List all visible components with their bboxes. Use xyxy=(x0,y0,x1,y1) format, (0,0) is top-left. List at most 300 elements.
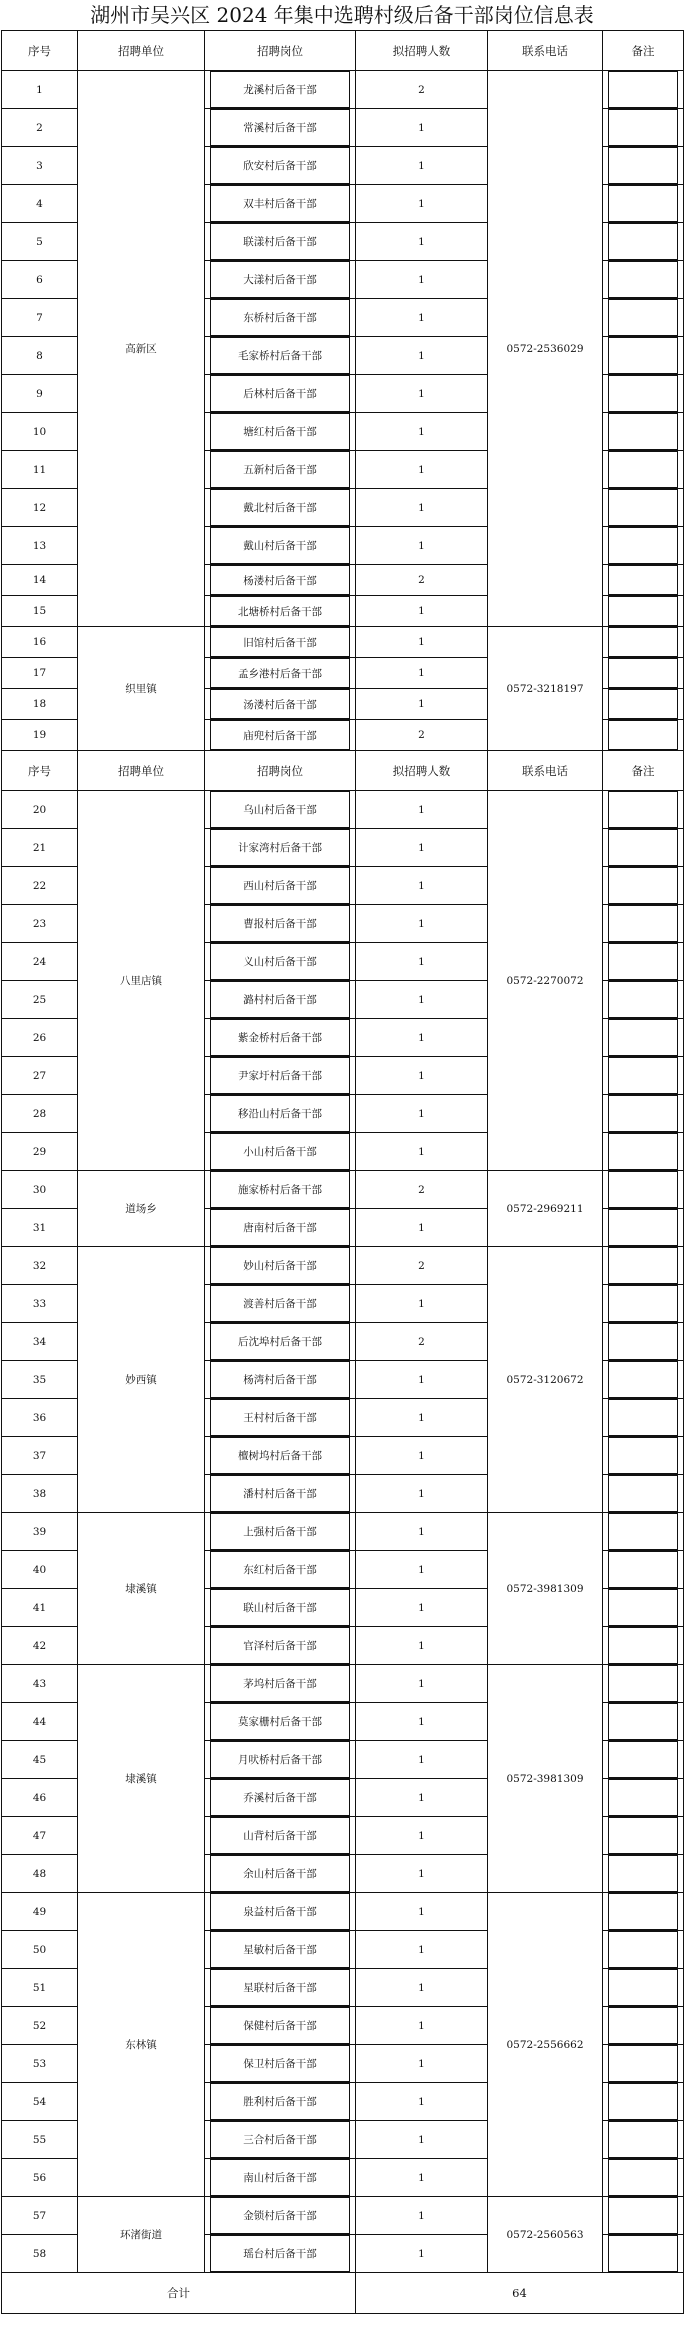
remark-cell xyxy=(603,1513,684,1551)
remark-box xyxy=(608,658,678,688)
count-cell: 1 xyxy=(356,1855,488,1893)
post-cell xyxy=(205,1057,356,1095)
remark-box xyxy=(608,1323,678,1360)
count-cell: 1 xyxy=(356,1437,488,1475)
post-cell xyxy=(205,71,356,109)
total-row xyxy=(2,2273,684,2314)
post-cell xyxy=(205,337,356,375)
post-cell xyxy=(205,1665,356,1703)
post-cell xyxy=(205,2159,356,2197)
positions-table xyxy=(1,30,684,2314)
count-cell: 1 xyxy=(356,261,488,299)
remark-box xyxy=(608,1741,678,1778)
row-no: 44 xyxy=(2,1703,78,1741)
remark-cell xyxy=(603,1437,684,1475)
remark-box xyxy=(608,2197,678,2234)
count-cell: 1 xyxy=(356,1893,488,1931)
row-no: 34 xyxy=(2,1323,78,1361)
remark-box xyxy=(608,1133,678,1170)
header-no: 序号 xyxy=(2,31,78,71)
remark-box xyxy=(608,1513,678,1550)
count-cell: 1 xyxy=(356,1475,488,1513)
remark-box xyxy=(608,1171,678,1208)
remark-cell xyxy=(603,1399,684,1437)
row-no: 15 xyxy=(2,596,78,627)
post-cell xyxy=(205,1589,356,1627)
row-no: 52 xyxy=(2,2007,78,2045)
count-cell: 1 xyxy=(356,1513,488,1551)
post-cell xyxy=(205,2235,356,2273)
row-no: 29 xyxy=(2,1133,78,1171)
post-cell xyxy=(205,1399,356,1437)
count-cell: 1 xyxy=(356,1817,488,1855)
count-cell: 2 xyxy=(356,71,488,109)
remark-cell xyxy=(603,943,684,981)
count-cell: 1 xyxy=(356,2007,488,2045)
post-cell xyxy=(205,1475,356,1513)
remark-box xyxy=(608,791,678,828)
post-cell xyxy=(205,1285,356,1323)
row-no: 17 xyxy=(2,658,78,689)
remark-cell xyxy=(603,829,684,867)
row-no: 33 xyxy=(2,1285,78,1323)
count-cell: 1 xyxy=(356,1057,488,1095)
header-no: 序号 xyxy=(2,751,78,791)
remark-cell xyxy=(603,1703,684,1741)
remark-cell xyxy=(603,299,684,337)
row-no: 46 xyxy=(2,1779,78,1817)
count-cell: 1 xyxy=(356,1703,488,1741)
row-no: 39 xyxy=(2,1513,78,1551)
post-label: 尹家圩村后备干部 xyxy=(210,1057,350,1094)
count-cell: 1 xyxy=(356,1133,488,1171)
remark-box xyxy=(608,1969,678,2006)
remark-cell xyxy=(603,1057,684,1095)
remark-cell xyxy=(603,489,684,527)
remark-box xyxy=(608,627,678,657)
header-unit: 招聘单位 xyxy=(78,751,205,791)
row-no: 38 xyxy=(2,1475,78,1513)
remark-box xyxy=(608,689,678,719)
header-phone: 联系电话 xyxy=(488,31,603,71)
post-cell xyxy=(205,565,356,596)
remark-cell xyxy=(603,261,684,299)
post-cell xyxy=(205,1513,356,1551)
remark-box xyxy=(608,1399,678,1436)
post-label: 金锁村后备干部 xyxy=(210,2197,350,2234)
remark-cell xyxy=(603,185,684,223)
row-no: 45 xyxy=(2,1741,78,1779)
post-label: 义山村后备干部 xyxy=(210,943,350,980)
row-no: 26 xyxy=(2,1019,78,1057)
post-cell xyxy=(205,1741,356,1779)
header-remark: 备注 xyxy=(603,31,684,71)
header-count: 拟招聘人数 xyxy=(356,31,488,71)
post-label: 大漾村后备干部 xyxy=(210,261,350,298)
remark-cell xyxy=(603,1627,684,1665)
post-cell xyxy=(205,1019,356,1057)
remark-cell xyxy=(603,1323,684,1361)
post-cell xyxy=(205,981,356,1019)
remark-box xyxy=(608,2121,678,2158)
count-cell: 1 xyxy=(356,489,488,527)
remark-box xyxy=(608,2235,678,2272)
post-label: 渡善村后备干部 xyxy=(210,1285,350,1322)
remark-cell xyxy=(603,223,684,261)
remark-box xyxy=(608,720,678,750)
post-label: 潘村村后备干部 xyxy=(210,1475,350,1512)
remark-box xyxy=(608,1665,678,1702)
post-label: 三合村后备干部 xyxy=(210,2121,350,2158)
post-cell xyxy=(205,147,356,185)
post-label: 妙山村后备干部 xyxy=(210,1247,350,1284)
post-cell xyxy=(205,1437,356,1475)
phone-cell: 0572-3120672 xyxy=(488,1247,603,1513)
remark-cell xyxy=(603,1019,684,1057)
post-cell xyxy=(205,596,356,627)
remark-cell xyxy=(603,791,684,829)
unit-cell: 东林镇 xyxy=(78,1893,205,2197)
count-cell: 1 xyxy=(356,658,488,689)
row-no: 23 xyxy=(2,905,78,943)
remark-box xyxy=(608,223,678,260)
remark-cell xyxy=(603,1741,684,1779)
row-no: 14 xyxy=(2,565,78,596)
row-no: 37 xyxy=(2,1437,78,1475)
post-label: 旧馆村后备干部 xyxy=(210,627,350,657)
post-cell xyxy=(205,1931,356,1969)
table-row xyxy=(2,71,684,109)
post-cell xyxy=(205,627,356,658)
row-no: 49 xyxy=(2,1893,78,1931)
count-cell: 1 xyxy=(356,1209,488,1247)
remark-cell xyxy=(603,1475,684,1513)
post-label: 星敏村后备干部 xyxy=(210,1931,350,1968)
remark-box xyxy=(608,1931,678,1968)
count-cell: 1 xyxy=(356,2159,488,2197)
row-no: 27 xyxy=(2,1057,78,1095)
table-row xyxy=(2,1893,684,1931)
remark-box xyxy=(608,2159,678,2196)
post-label: 上强村后备干部 xyxy=(210,1513,350,1550)
remark-box xyxy=(608,1551,678,1588)
post-cell xyxy=(205,1209,356,1247)
count-cell: 1 xyxy=(356,2083,488,2121)
post-label: 移沿山村后备干部 xyxy=(210,1095,350,1132)
row-no: 16 xyxy=(2,627,78,658)
count-cell: 1 xyxy=(356,1285,488,1323)
count-cell: 1 xyxy=(356,1361,488,1399)
post-cell xyxy=(205,1133,356,1171)
count-cell: 1 xyxy=(356,1589,488,1627)
count-cell: 1 xyxy=(356,1019,488,1057)
post-cell xyxy=(205,943,356,981)
post-label: 杨溇村后备干部 xyxy=(210,565,350,595)
post-cell xyxy=(205,791,356,829)
post-cell xyxy=(205,451,356,489)
row-no: 47 xyxy=(2,1817,78,1855)
remark-box xyxy=(608,337,678,374)
remark-cell xyxy=(603,1247,684,1285)
remark-cell xyxy=(603,451,684,489)
post-cell xyxy=(205,658,356,689)
post-label: 计家湾村后备干部 xyxy=(210,829,350,866)
phone-cell: 0572-2556662 xyxy=(488,1893,603,2197)
count-cell: 1 xyxy=(356,223,488,261)
post-cell xyxy=(205,1323,356,1361)
remark-box xyxy=(608,943,678,980)
row-no: 51 xyxy=(2,1969,78,2007)
post-label: 小山村后备干部 xyxy=(210,1133,350,1170)
row-no: 54 xyxy=(2,2083,78,2121)
post-label: 联山村后备干部 xyxy=(210,1589,350,1626)
count-cell: 1 xyxy=(356,1665,488,1703)
remark-cell xyxy=(603,2083,684,2121)
repeat-header-row xyxy=(2,751,684,791)
remark-cell xyxy=(603,2121,684,2159)
post-label: 保健村后备干部 xyxy=(210,2007,350,2044)
post-cell xyxy=(205,1893,356,1931)
post-cell xyxy=(205,720,356,751)
count-cell: 2 xyxy=(356,565,488,596)
row-no: 2 xyxy=(2,109,78,147)
post-label: 潞村村后备干部 xyxy=(210,981,350,1018)
table-row xyxy=(2,2197,684,2235)
post-cell xyxy=(205,1551,356,1589)
remark-box xyxy=(608,1893,678,1930)
remark-box xyxy=(608,109,678,146)
count-cell: 1 xyxy=(356,375,488,413)
row-no: 53 xyxy=(2,2045,78,2083)
remark-cell xyxy=(603,658,684,689)
row-no: 30 xyxy=(2,1171,78,1209)
post-cell xyxy=(205,1171,356,1209)
post-cell xyxy=(205,1627,356,1665)
remark-cell xyxy=(603,1209,684,1247)
header-remark: 备注 xyxy=(603,751,684,791)
remark-box xyxy=(608,829,678,866)
row-no: 40 xyxy=(2,1551,78,1589)
count-cell: 1 xyxy=(356,1931,488,1969)
post-cell xyxy=(205,527,356,565)
remark-cell xyxy=(603,2159,684,2197)
count-cell: 1 xyxy=(356,1551,488,1589)
remark-cell xyxy=(603,109,684,147)
post-label: 唐南村后备干部 xyxy=(210,1209,350,1246)
count-cell: 1 xyxy=(356,1095,488,1133)
phone-cell: 0572-2270072 xyxy=(488,791,603,1171)
remark-box xyxy=(608,1285,678,1322)
remark-cell xyxy=(603,720,684,751)
post-cell xyxy=(205,2197,356,2235)
table-row xyxy=(2,791,684,829)
count-cell: 1 xyxy=(356,627,488,658)
row-no: 24 xyxy=(2,943,78,981)
unit-cell: 织里镇 xyxy=(78,627,205,751)
remark-box xyxy=(608,299,678,336)
post-cell xyxy=(205,905,356,943)
post-cell xyxy=(205,1779,356,1817)
row-no: 55 xyxy=(2,2121,78,2159)
remark-cell xyxy=(603,981,684,1019)
remark-cell xyxy=(603,1665,684,1703)
post-label: 毛家桥村后备干部 xyxy=(210,337,350,374)
remark-box xyxy=(608,527,678,564)
table-row xyxy=(2,1171,684,1209)
post-label: 龙溪村后备干部 xyxy=(210,71,350,108)
remark-cell xyxy=(603,1285,684,1323)
remark-cell xyxy=(603,1551,684,1589)
remark-cell xyxy=(603,1589,684,1627)
post-label: 王村村后备干部 xyxy=(210,1399,350,1436)
row-no: 5 xyxy=(2,223,78,261)
total-label: 合计 xyxy=(2,2273,356,2314)
phone-cell: 0572-2969211 xyxy=(488,1171,603,1247)
remark-box xyxy=(608,596,678,626)
post-label: 杨湾村后备干部 xyxy=(210,1361,350,1398)
remark-cell xyxy=(603,2235,684,2273)
remark-cell xyxy=(603,1855,684,1893)
remark-box xyxy=(608,1817,678,1854)
post-label: 塘红村后备干部 xyxy=(210,413,350,450)
row-no: 3 xyxy=(2,147,78,185)
count-cell: 1 xyxy=(356,1627,488,1665)
row-no: 50 xyxy=(2,1931,78,1969)
post-cell xyxy=(205,223,356,261)
remark-cell xyxy=(603,565,684,596)
row-no: 20 xyxy=(2,791,78,829)
post-label: 茅坞村后备干部 xyxy=(210,1665,350,1702)
post-label: 东红村后备干部 xyxy=(210,1551,350,1588)
post-cell xyxy=(205,1855,356,1893)
count-cell: 1 xyxy=(356,1741,488,1779)
post-label: 五新村后备干部 xyxy=(210,451,350,488)
post-label: 汤溇村后备干部 xyxy=(210,689,350,719)
unit-cell: 道场乡 xyxy=(78,1171,205,1247)
remark-cell xyxy=(603,527,684,565)
post-cell xyxy=(205,2083,356,2121)
post-label: 胜利村后备干部 xyxy=(210,2083,350,2120)
remark-box xyxy=(608,2045,678,2082)
remark-box xyxy=(608,2083,678,2120)
row-no: 13 xyxy=(2,527,78,565)
phone-cell: 0572-3981309 xyxy=(488,1513,603,1665)
row-no: 18 xyxy=(2,689,78,720)
remark-box xyxy=(608,1361,678,1398)
header-count: 拟招聘人数 xyxy=(356,751,488,791)
unit-cell: 妙西镇 xyxy=(78,1247,205,1513)
post-cell xyxy=(205,2045,356,2083)
count-cell: 1 xyxy=(356,337,488,375)
remark-box xyxy=(608,413,678,450)
post-label: 曹报村后备干部 xyxy=(210,905,350,942)
count-cell: 1 xyxy=(356,791,488,829)
post-label: 南山村后备干部 xyxy=(210,2159,350,2196)
post-label: 双丰村后备干部 xyxy=(210,185,350,222)
row-no: 11 xyxy=(2,451,78,489)
post-cell xyxy=(205,185,356,223)
count-cell: 1 xyxy=(356,1969,488,2007)
row-no: 4 xyxy=(2,185,78,223)
header-unit: 招聘单位 xyxy=(78,31,205,71)
count-cell: 1 xyxy=(356,905,488,943)
remark-cell xyxy=(603,147,684,185)
remark-box xyxy=(608,375,678,412)
post-label: 孟乡港村后备干部 xyxy=(210,658,350,688)
phone-cell: 0572-2560563 xyxy=(488,2197,603,2273)
remark-cell xyxy=(603,71,684,109)
remark-box xyxy=(608,565,678,595)
post-cell xyxy=(205,109,356,147)
remark-cell xyxy=(603,1817,684,1855)
row-no: 6 xyxy=(2,261,78,299)
unit-cell: 高新区 xyxy=(78,71,205,627)
post-label: 瑶台村后备干部 xyxy=(210,2235,350,2272)
remark-box xyxy=(608,1209,678,1246)
count-cell: 1 xyxy=(356,2235,488,2273)
unit-cell: 埭溪镇 xyxy=(78,1513,205,1665)
row-no: 58 xyxy=(2,2235,78,2273)
remark-cell xyxy=(603,627,684,658)
row-no: 8 xyxy=(2,337,78,375)
header-phone: 联系电话 xyxy=(488,751,603,791)
post-label: 西山村后备干部 xyxy=(210,867,350,904)
unit-cell: 八里店镇 xyxy=(78,791,205,1171)
remark-cell xyxy=(603,1969,684,2007)
count-cell: 2 xyxy=(356,1323,488,1361)
row-no: 9 xyxy=(2,375,78,413)
post-cell xyxy=(205,413,356,451)
remark-box xyxy=(608,1019,678,1056)
count-cell: 2 xyxy=(356,1247,488,1285)
post-cell xyxy=(205,1969,356,2007)
remark-cell xyxy=(603,1171,684,1209)
remark-box xyxy=(608,1703,678,1740)
remark-box xyxy=(608,905,678,942)
remark-cell xyxy=(603,689,684,720)
table-row xyxy=(2,1665,684,1703)
remark-box xyxy=(608,2007,678,2044)
row-no: 10 xyxy=(2,413,78,451)
remark-box xyxy=(608,185,678,222)
header-post: 招聘岗位 xyxy=(205,751,356,791)
count-cell: 1 xyxy=(356,596,488,627)
row-no: 31 xyxy=(2,1209,78,1247)
remark-cell xyxy=(603,2197,684,2235)
post-cell xyxy=(205,1095,356,1133)
post-cell xyxy=(205,867,356,905)
post-label: 后林村后备干部 xyxy=(210,375,350,412)
remark-box xyxy=(608,1589,678,1626)
row-no: 1 xyxy=(2,71,78,109)
phone-cell: 0572-3218197 xyxy=(488,627,603,751)
remark-cell xyxy=(603,1361,684,1399)
table-row xyxy=(2,1513,684,1551)
count-cell: 1 xyxy=(356,109,488,147)
count-cell: 1 xyxy=(356,1779,488,1817)
count-cell: 1 xyxy=(356,451,488,489)
row-no: 36 xyxy=(2,1399,78,1437)
remark-box xyxy=(608,147,678,184)
remark-box xyxy=(608,1855,678,1892)
post-label: 施家桥村后备干部 xyxy=(210,1171,350,1208)
row-no: 21 xyxy=(2,829,78,867)
count-cell: 1 xyxy=(356,943,488,981)
post-label: 戴北村后备干部 xyxy=(210,489,350,526)
post-label: 戴山村后备干部 xyxy=(210,527,350,564)
post-cell xyxy=(205,829,356,867)
post-label: 东桥村后备干部 xyxy=(210,299,350,336)
